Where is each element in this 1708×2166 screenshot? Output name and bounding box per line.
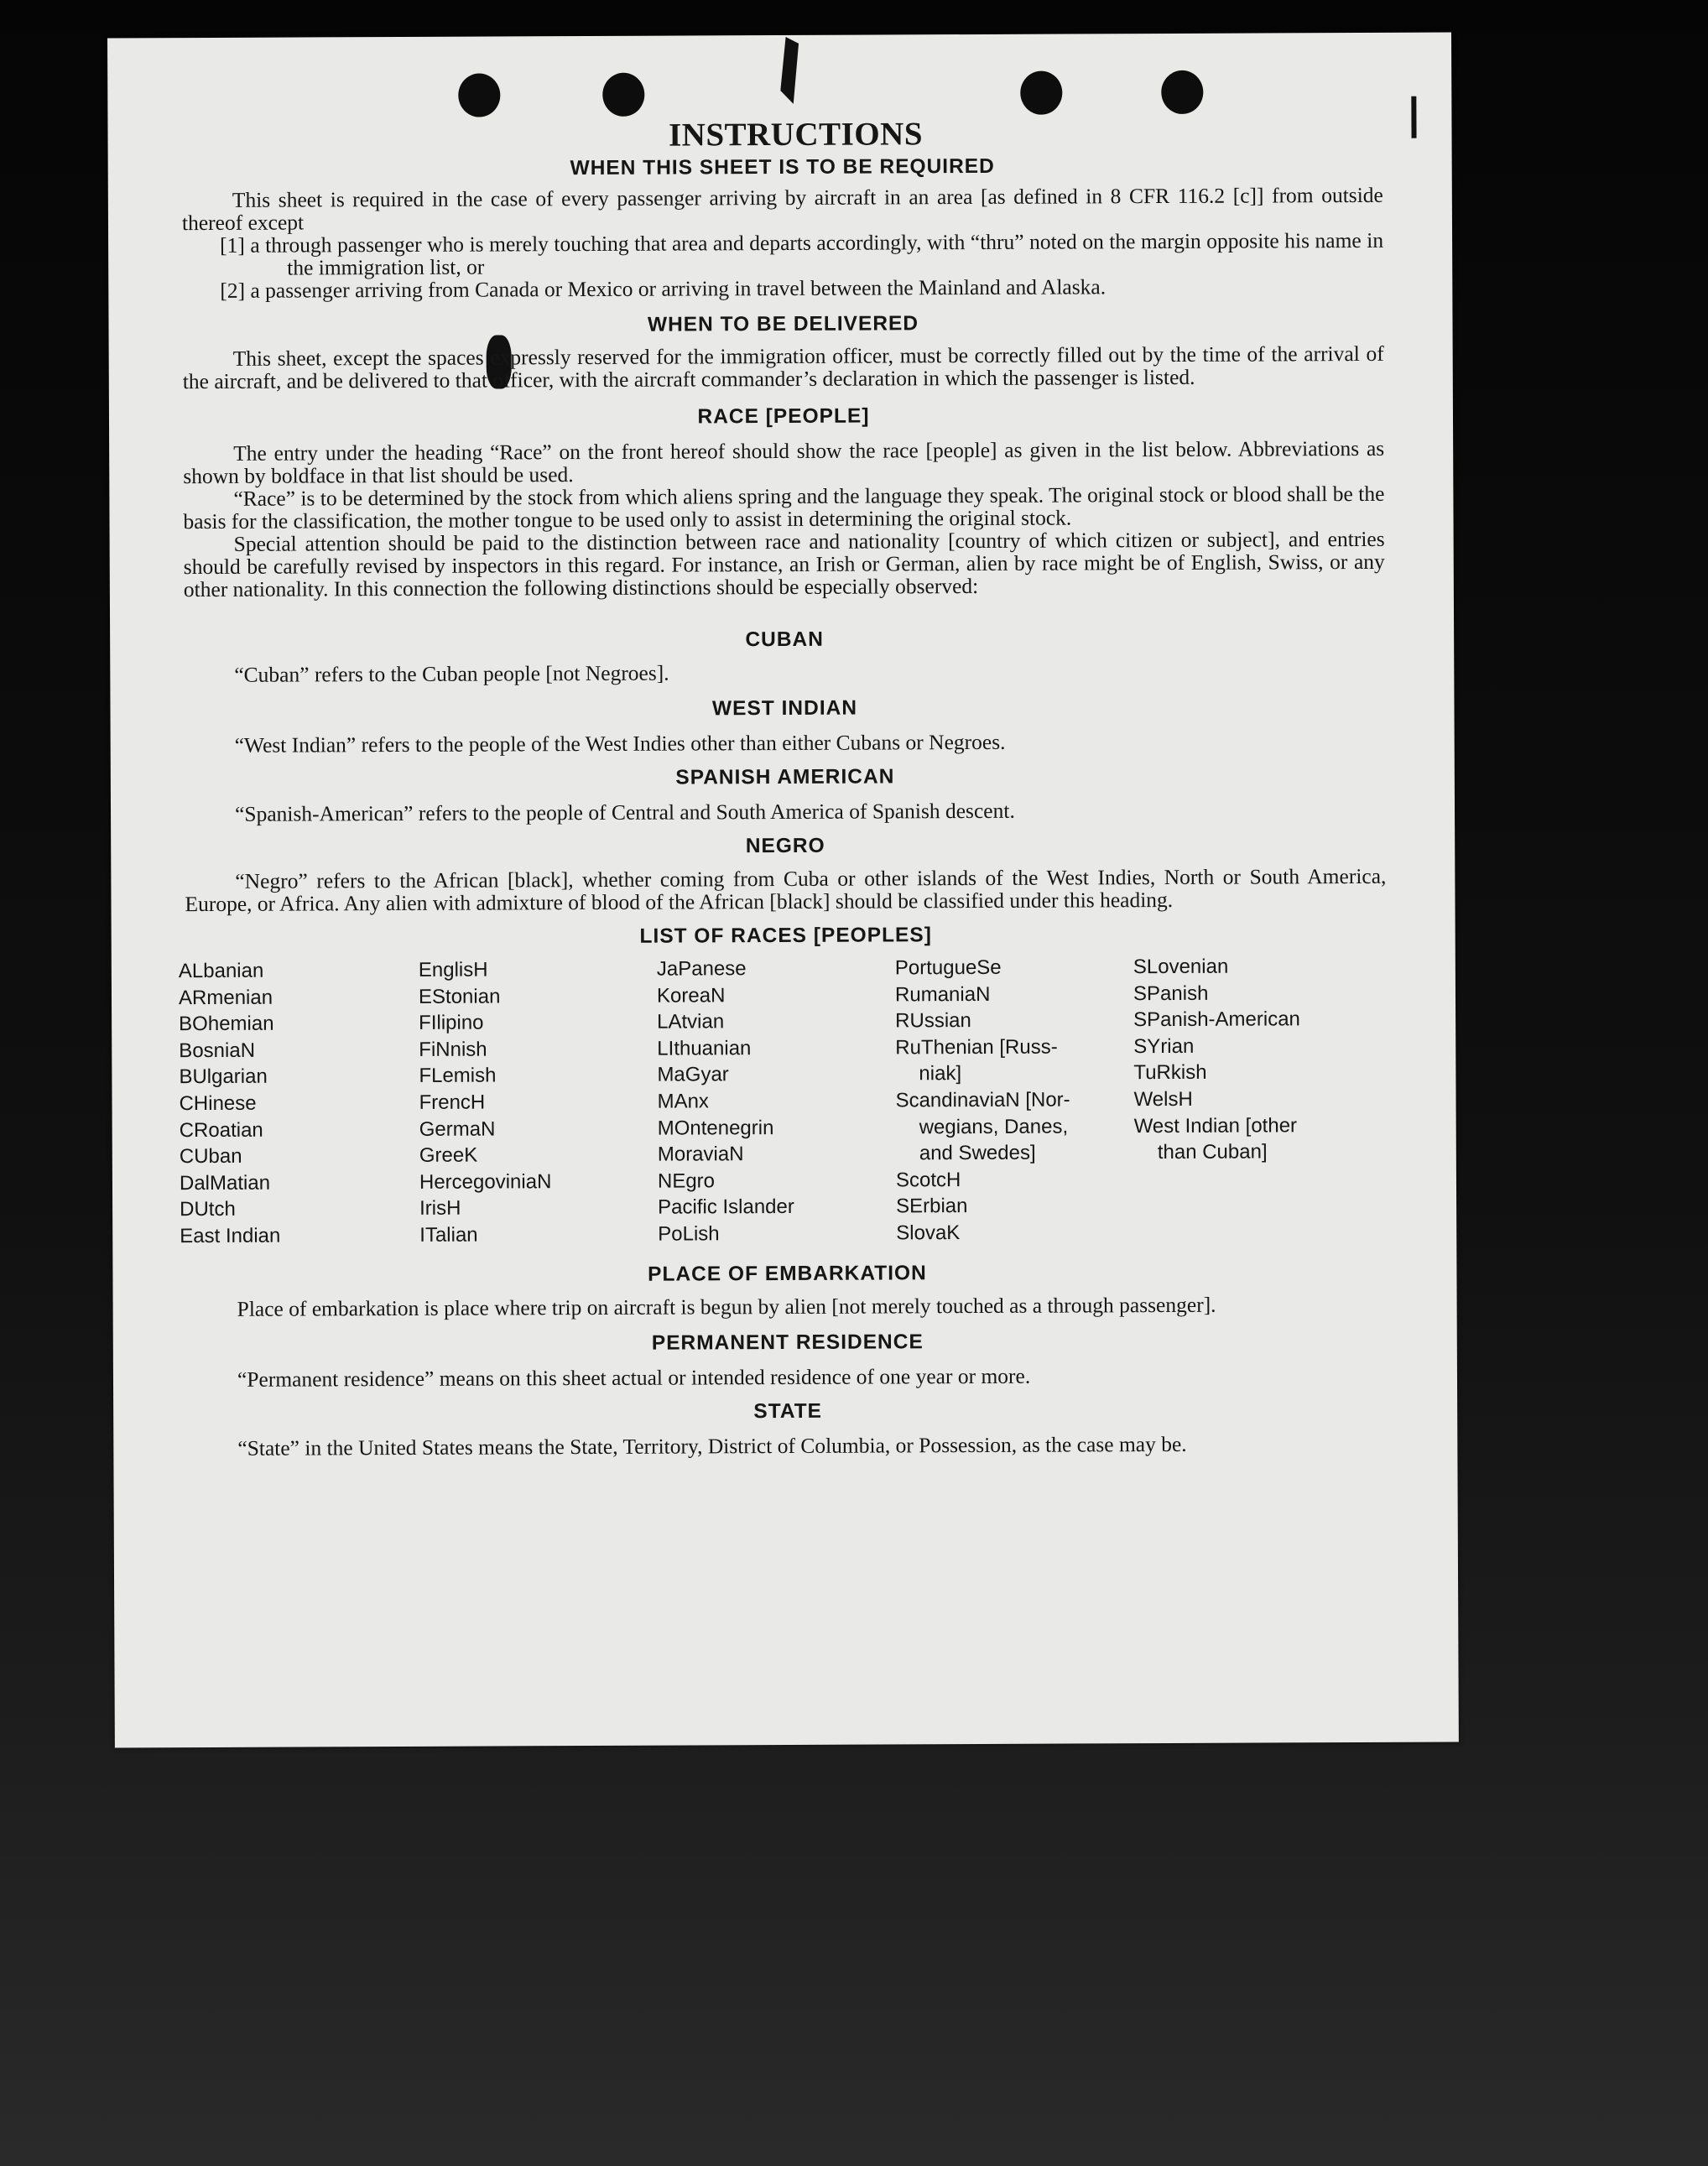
punch-hole (1161, 70, 1203, 114)
west-indian-text: “West Indian” refers to the people of the West Indies other than either Cubans or Negroes. (234, 729, 1006, 758)
sheet-content (178, 113, 1388, 1460)
cuban-text: “Cuban” refers to the Cuban people [not Negroes]. (234, 660, 669, 687)
race-entry: TuRkish (1133, 1061, 1207, 1085)
race-entry: SErbian (896, 1195, 968, 1218)
race-paragraph-3: Special attention should be paid to the distinction between race and nationality [country of which citizen or subject], and entries should be carefully revised by inspectors in this regard. For instance, an Irish or German, alien by race might be of English, Swiss, or any other nationality. In this connection the following distinctions should be especially observed: (183, 526, 1385, 602)
race-entry: MOntenegrin (657, 1116, 774, 1140)
race-entry: wegians, Danes, (919, 1115, 1069, 1138)
race-entry: GreeK (419, 1143, 478, 1168)
race-paragraph-2: “Race” is to be determined by the stock from which aliens spring and the language they speak. The original stock or blood shall be the basis for the classification, the mother tongue to be used only to assist in determining the original stock. (183, 481, 1385, 534)
delivered-text: This sheet, except the spaces expressly reserved for the immigration officer, must be correctly filled out by the time of the arrival of the aircraft, and be delivered to that officer, with the aircraft commander’s declaration in which the passenger is listed. (182, 341, 1384, 394)
race-entry: West Indian [other (1133, 1113, 1298, 1138)
race-entry: RUssian (895, 1009, 971, 1033)
embarkation-text: Place of embarkation is place where trip on aircraft is begun by alien [not merely touched as a through passenger]. (237, 1292, 1216, 1321)
race-entry: SlovaK (896, 1221, 961, 1245)
edge-mark (1411, 96, 1416, 138)
section-heading-residence: PERMANENT RESIDENCE (651, 1330, 924, 1355)
race-entry: SYrian (1133, 1034, 1195, 1058)
race-entry: BOhemian (179, 1012, 274, 1036)
race-entry: HercegoviniaN (419, 1169, 552, 1194)
section-heading-negro: NEGRO (745, 834, 825, 858)
punch-hole (602, 73, 644, 117)
section-heading-embarkation: PLACE OF EMBARKATION (648, 1261, 927, 1286)
section-heading-delivered: WHEN TO BE DELIVERED (647, 312, 919, 336)
race-entry: PoLish (658, 1222, 720, 1246)
race-entry: FLemish (419, 1064, 497, 1088)
race-entry: ScandinaviaN [Nor- (895, 1088, 1070, 1112)
race-entry: CHinese (179, 1091, 257, 1116)
race-entry: Pacific Islander (658, 1195, 794, 1219)
race-entry: ScotcH (895, 1168, 961, 1192)
race-entry: WelsH (1133, 1087, 1193, 1112)
race-entry: ALbanian (178, 959, 264, 983)
race-entry: BosniaN (179, 1039, 256, 1062)
race-column (1133, 953, 1378, 1246)
page-title: INSTRUCTIONS (668, 116, 924, 154)
race-entry: LAtvian (657, 1010, 725, 1034)
section-heading-west-indian: WEST INDIAN (711, 696, 858, 721)
punch-hole (458, 73, 500, 117)
race-entry: SLovenian (1133, 955, 1229, 979)
race-entry: East Indian (180, 1224, 281, 1248)
section-heading-list-of-races: LIST OF RACES [PEOPLES] (639, 924, 932, 948)
race-entry: CUban (179, 1144, 242, 1169)
race-entry: LIthuanian (657, 1036, 752, 1060)
section-heading-cuban: CUBAN (745, 627, 824, 652)
spanish-american-text: “Spanish-American” refers to the people of Central and South America of Spanish descent. (234, 798, 1015, 826)
race-entry: SPanish-American (1133, 1008, 1300, 1032)
instruction-sheet (107, 33, 1459, 1748)
race-entry: EStonian (418, 985, 501, 1008)
state-text: “State” in the United States means the State, Territory, District of Columbia, or Possession, as the case may be. (237, 1431, 1187, 1460)
race-entry: JaPanese (656, 957, 747, 981)
race-entry: and Swedes] (919, 1141, 1036, 1165)
required-item-2: [2] a passenger arriving from Canada or Mexico or arriving in travel between the Mainland and Alaska. (220, 274, 1107, 303)
race-entry: IrisH (419, 1197, 461, 1221)
race-column (179, 957, 420, 1250)
race-entry: niak] (919, 1062, 962, 1086)
race-entry: KoreaN (656, 983, 726, 1008)
race-entry: than Cuban] (1157, 1140, 1268, 1164)
race-entry: GermaN (419, 1117, 496, 1141)
race-entry: NEgro (657, 1169, 716, 1193)
race-entry: DUtch (180, 1198, 236, 1221)
race-entry: PortugueSe (894, 955, 1002, 980)
races-list (179, 953, 1388, 1250)
negro-text: “Negro” refers to the African [black], whether coming from Cuba or other islands of the West Indies, North or South America, Europe, or Africa. Any alien with admixture of blood of the African [black] should be classified under this heading. (185, 863, 1387, 917)
race-column (895, 954, 1135, 1247)
punch-hole (1020, 71, 1062, 115)
race-entry: RuThenian [Russ- (895, 1035, 1058, 1060)
race-entry: ITalian (419, 1223, 478, 1247)
race-entry: BUlgarian (179, 1065, 268, 1089)
race-entry: FrencH (419, 1091, 486, 1114)
race-entry: RumaniaN (894, 982, 991, 1007)
required-intro: This sheet is required in the case of every passenger arriving by aircraft in an area [as defined in 8 CFR 116.2 [c]] from outside thereof except (181, 182, 1383, 236)
tear-mark (780, 37, 799, 104)
residence-text: “Permanent residence” means on this sheet actual or intended residence of one year or more. (237, 1363, 1031, 1392)
race-entry: EnglisH (418, 958, 488, 981)
section-heading-race: RACE [PEOPLE] (697, 404, 870, 429)
race-entry: SPanish (1133, 981, 1209, 1005)
race-entry: FIlipino (419, 1011, 484, 1035)
race-column (419, 956, 659, 1249)
race-paragraph-1: The entry under the heading “Race” on the front hereof should show the race [people] as given in the list below. Abbreviations as shown by boldface in that list should be used. (183, 435, 1385, 489)
section-heading-state: STATE (753, 1399, 823, 1423)
race-entry: DalMatian (179, 1171, 271, 1195)
race-entry: MoraviaN (657, 1143, 744, 1166)
section-heading-spanish-american: SPANISH AMERICAN (675, 765, 895, 789)
race-entry: MaGyar (657, 1063, 729, 1087)
race-entry: CRoatian (179, 1118, 263, 1142)
race-column (657, 955, 897, 1247)
section-heading-required: WHEN THIS SHEET IS TO BE REQUIRED (570, 154, 995, 180)
required-item-1: [1] a through passenger who is merely touching that area and departs accordingly, with “thru” noted on the margin opposite his name in the immigration list, or (220, 227, 1384, 280)
race-entry: FiNnish (419, 1038, 487, 1061)
race-entry: MAnx (657, 1090, 709, 1113)
race-entry: ARmenian (178, 986, 273, 1009)
